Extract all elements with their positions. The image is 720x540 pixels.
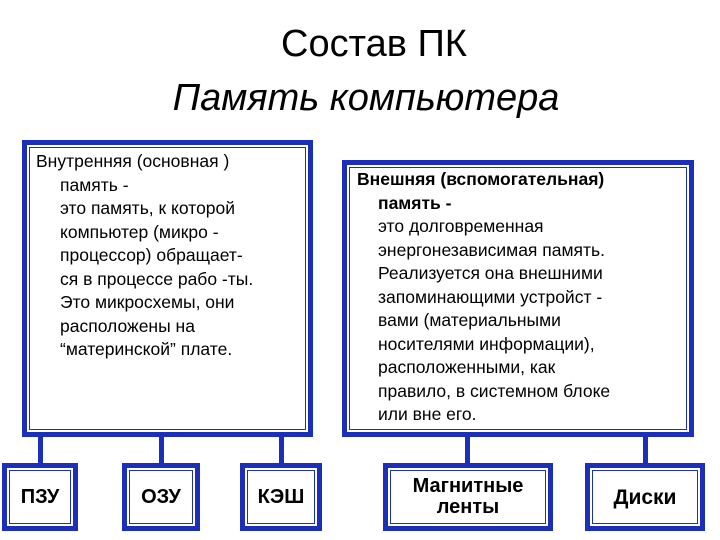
- external-memory-heading-cont: память -: [378, 192, 452, 213]
- ram-label: ОЗУ: [141, 485, 181, 508]
- external-memory-text-line: запоминающими устройст -: [378, 286, 603, 307]
- internal-memory-heading: Внутренняя (основная ): [36, 151, 230, 171]
- external-memory-text-line: вами (материальными: [378, 310, 561, 330]
- external-memory-text-line: расположенными, как: [378, 357, 556, 377]
- connector-cache: [279, 434, 284, 465]
- internal-memory-heading-cont: память -: [60, 174, 129, 195]
- external-memory-text-line: это долговременная: [378, 216, 544, 236]
- disks-label: Диски: [613, 485, 677, 509]
- internal-memory-text-line: ся в процессе рабо -ты.: [60, 268, 254, 289]
- external-memory-text-line: энергонезависимая память.: [378, 239, 605, 260]
- connector-disks: [643, 434, 648, 465]
- diagram-subtitle: Память компьютера: [172, 77, 560, 119]
- external-memory-text-line: или вне его.: [378, 404, 477, 424]
- internal-memory-description: [36, 150, 253, 362]
- rom-box: [2, 463, 78, 531]
- external-memory-description: [357, 168, 610, 427]
- connector-tape: [465, 434, 470, 465]
- magnetic-tape-box: [383, 463, 553, 531]
- disks-box: [585, 463, 705, 531]
- connector-rom: [38, 434, 43, 465]
- internal-memory-text-line: компьютер (микро -: [60, 221, 219, 242]
- internal-memory-text-line: Это микросхемы, они: [60, 292, 235, 312]
- internal-memory-text-line: это память, к которой: [60, 198, 236, 218]
- magnetic-tape-label-line2: ленты: [436, 496, 500, 518]
- internal-memory-text-line: процессор) обращает-: [60, 245, 243, 265]
- cache-label: КЭШ: [257, 485, 305, 508]
- rom-label: ПЗУ: [20, 485, 60, 508]
- internal-memory-text-line: “материнской” плате.: [60, 339, 233, 359]
- external-memory-text-line: правило, в системном блоке: [378, 380, 611, 401]
- cache-box: [240, 463, 322, 531]
- external-memory-heading: Внешняя (вспомогательная): [357, 169, 605, 189]
- diagram-title: Состав ПК: [281, 23, 467, 65]
- internal-memory-text-line: расположены на: [60, 315, 195, 336]
- magnetic-tape-label: [413, 476, 524, 518]
- ram-box: [122, 463, 200, 531]
- magnetic-tape-label-line1: Магнитные: [412, 475, 524, 497]
- external-memory-text-line: носителями информации),: [378, 333, 595, 354]
- connector-ram: [159, 434, 164, 465]
- external-memory-text-line: Реализуется она внешними: [378, 263, 603, 283]
